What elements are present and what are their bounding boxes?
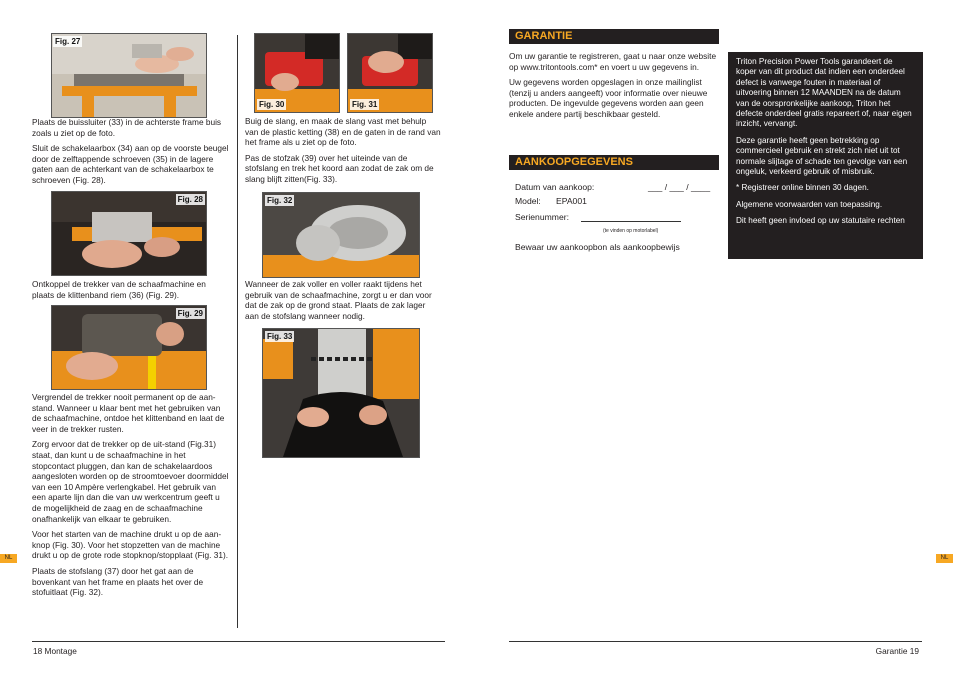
model-value: EPA001 xyxy=(556,196,587,206)
paragraph: * Registreer online binnen 30 dagen. xyxy=(736,183,869,193)
paragraph: Voor het starten van de machine drukt u op de aan-knop (Fig. 30). Voor het stopzetten van de machine drukt u op de grote rode stopknop/stopplaat (Fig. 31). xyxy=(32,529,229,561)
warranty-terms-box xyxy=(728,52,923,259)
left-column-2-text-b xyxy=(245,279,441,326)
serial-row xyxy=(515,212,569,223)
page-number: 19 xyxy=(909,646,919,656)
fig-33-photo xyxy=(262,328,420,458)
serial-hint: (te vinden op motorlabel) xyxy=(603,228,659,234)
fig-32-label: Fig. 32 xyxy=(267,196,293,205)
serial-label: Serienummer: xyxy=(515,212,569,222)
paragraph: Triton Precision Power Tools garandeert de koper van dit product dat indien een onderdeel defect is vanwege fouten in materiaal of uitvoering binnen 12 MAANDEN na de datum van de oorspronkelijke aankoop, Triton het defecte onderdeel gratis repareert of, naar eigen inzicht, vervangt. xyxy=(736,57,912,129)
left-column-1-text-c xyxy=(32,392,230,603)
footer-rule-left xyxy=(32,641,445,642)
fig-31-label: Fig. 31 xyxy=(352,100,378,109)
fig-29-photo xyxy=(51,305,207,390)
fig-30-photo xyxy=(254,33,340,113)
fig-28-photo xyxy=(51,191,207,276)
left-column-2-text-a xyxy=(245,116,441,190)
fig-31-photo xyxy=(347,33,433,113)
paragraph: Buig de slang, en maak de slang vast met behulp van de plastic ketting (38) en de gaten in de rand van het frame als u ziet op de foto. xyxy=(245,116,441,148)
section-label: Garantie xyxy=(875,646,908,656)
paragraph: Ontkoppel de trekker van de schaafmachine en plaats de klittenband riem (36) (Fig. 29). xyxy=(32,279,206,300)
footer-right xyxy=(876,646,919,657)
fig-32-photo xyxy=(262,192,420,278)
paragraph: Algemene voorwaarden van toepassing. xyxy=(736,199,883,209)
fig-28-label: Fig. 28 xyxy=(177,195,203,204)
fig-33-label: Fig. 33 xyxy=(267,332,293,341)
aankoopgegevens-heading: AANKOOPGEGEVENS xyxy=(509,155,719,170)
footer-left xyxy=(33,646,77,657)
section-label: Montage xyxy=(44,646,77,656)
fig-30-label: Fig. 30 xyxy=(259,100,285,109)
date-blanks[interactable]: ___ / ___ / ____ xyxy=(648,182,711,192)
paragraph: Uw gegevens worden opgeslagen in onze mailinglist (tenzij u anders aangeeft) voor informatie over nieuwe producten. De ingevulde gegevens worden aan geen enkele andere partij beschikbaar gesteld. xyxy=(509,77,708,119)
model-label: Model: xyxy=(515,196,541,206)
paragraph: Om uw garantie te registreren, gaat u naar onze website op www.tritontools.com* en voert u uw gegevens in. xyxy=(509,51,717,72)
serial-input-line[interactable] xyxy=(581,213,681,222)
paragraph: Pas de stofzak (39) over het uiteinde van de stofslang en trek het koord aan zodat de zak om de slang blijft zitten(Fig. 33). xyxy=(245,152,434,184)
paragraph: Wanneer de zak voller en voller raakt tijdens het gebruik van de schaafmachine, zorgt u er dan voor dat de zak op de grond staat. Plaats de zak lager aan de stofslang wanneer nodig. xyxy=(245,279,432,321)
paragraph: Vergrendel de trekker nooit permanent op de aan-stand. Wanneer u klaar bent met het gebruiken van de schaafmachine, ontdoe het klittenband en laat de veer in de trekker rusten. xyxy=(32,392,225,434)
fig-27-photo xyxy=(51,33,207,118)
page-number: 18 xyxy=(33,646,43,656)
garantie-heading: GARANTIE xyxy=(509,29,719,44)
fig-29-label: Fig. 29 xyxy=(177,309,203,318)
paragraph: Plaats de buissluiter (33) in de achterste frame buis zoals u ziet op de foto. xyxy=(32,117,222,138)
paragraph: Plaats de stofslang (37) door het gat aan de bovenkant van het frame en plaats het over de stofuitlaat (Fig. 32). xyxy=(32,565,204,598)
fig-27-label: Fig. 27 xyxy=(55,37,81,46)
lang-tab-right: NL xyxy=(936,554,953,563)
left-column-1-text-a xyxy=(32,117,230,191)
lang-tab-left: NL xyxy=(0,554,17,563)
left-column-1-text-b xyxy=(32,279,230,305)
date-label: Datum van aankoop: xyxy=(515,182,595,192)
date-row xyxy=(515,182,711,193)
paragraph: Zorg ervoor dat de trekker op de uit-stand (Fig.31) staat, dan kunt u de schaafmachine in het stopcontact pluggen, dan kan de schakelaardoos aangesloten worden op de stroomtoevoer doormiddel van een 10 Ampère verlengkabel. Het gebruik van een aparte lijn dan die van uw werkcentrum geeft u de mogelijkheid de zaag en de schaafmachine onafhankelijk van elkaar te gebruiken. xyxy=(32,439,229,524)
model-row xyxy=(515,196,587,207)
footer-rule-right xyxy=(509,641,922,642)
paragraph: Deze garantie heeft geen betrekking op commercieel gebruik en strekt zich niet uit tot normale slijtage of schade ten gevolge van een ongeluk, verkeerd gebruik of misbruik. xyxy=(736,135,908,177)
paragraph: Dit heeft geen invloed op uw statutaire rechten xyxy=(736,216,905,226)
garantie-text xyxy=(509,51,717,125)
column-divider xyxy=(237,35,238,628)
keep-receipt-note: Bewaar uw aankoopbon als aankoopbewijs xyxy=(515,242,680,252)
paragraph: Sluit de schakelaarbox (34) aan op de voorste beugel door de zelftappende schroeven (35) in de lagere gaten aan de achterkant van de schakelaarbox te schroeven (Fig. 28). xyxy=(32,143,229,185)
